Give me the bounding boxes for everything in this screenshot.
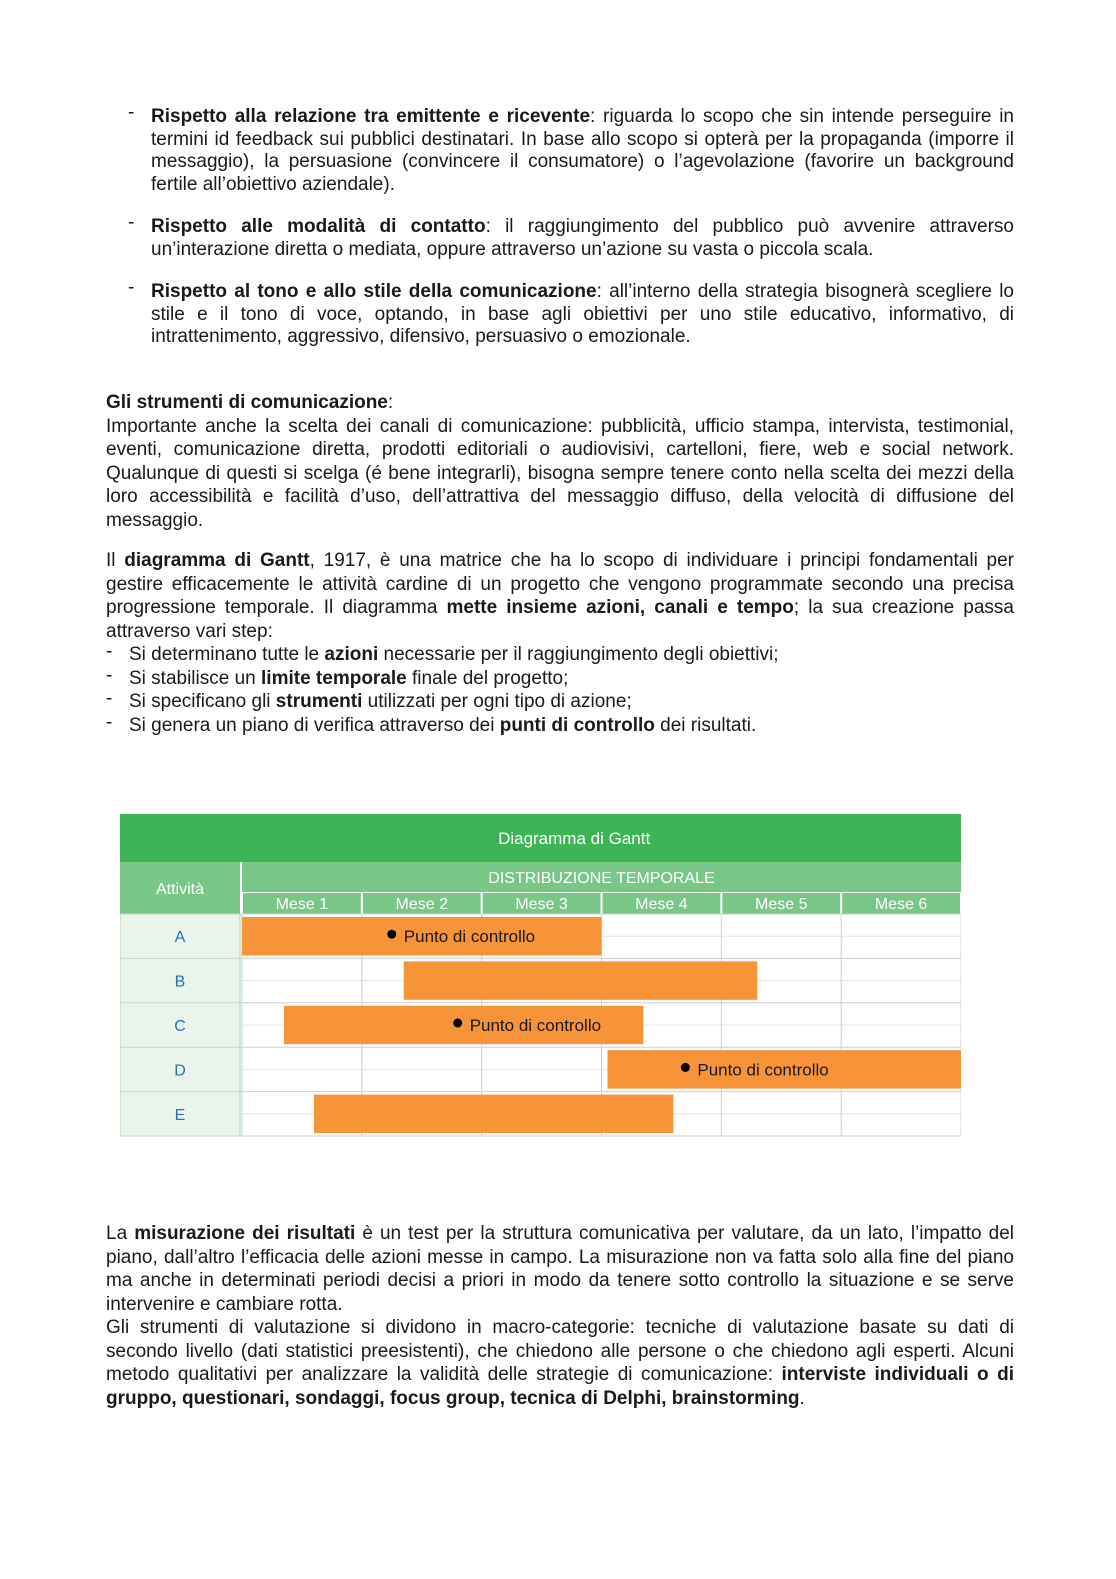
month-label: Mese 4 xyxy=(635,896,688,913)
list-item: - Si genera un piano di verifica attraverso dei punti di controllo dei risultati. xyxy=(106,711,757,736)
list-item: - Rispetto al tono e allo stile della comunicazione: all’interno della strategia bisognerà scegliere lo stile e il tono di voce, optando, in base agli obiettivi per uno stile educativo, informativo, di intrattenimento, aggressivo, difensivo, persuasivo o emozionale. xyxy=(128,277,1014,347)
item-text: : all’interno della strategia bisognerà scegliere lo stile e il tono di voce, optando, in base agli obiettivi per uno stile educativo, informativo, di intrattenimento, aggressivo, difensivo, persuasivo o emozionale. xyxy=(151,281,1014,347)
steps-list xyxy=(106,643,1014,737)
item-lead: Rispetto al tono e allo stile della comunicazione xyxy=(151,281,597,302)
row-header-label: Attività xyxy=(155,881,205,898)
list-item: - Si determinano tutte le azioni necessarie per il raggiungimento degli obiettivi; xyxy=(106,641,779,665)
month-label: Mese 6 xyxy=(874,896,928,913)
task-label: A xyxy=(174,929,186,947)
item-text: : riguarda lo scopo che sin intende perseguire in termini id feedback sui pubblici destinatari. In base allo scopo si opterà per la propaganda (imporre il messaggio), la persuasione (convincere il consumatore) o l’agevolazione (favorire un background fertile all’obiettivo aziendale). xyxy=(151,106,1014,195)
task-bar xyxy=(404,961,758,999)
section-heading: Gli strumenti di comunicazione xyxy=(106,392,388,413)
item-lead: Rispetto alla relazione tra emittente e ricevente xyxy=(151,106,591,127)
task-label: D xyxy=(174,1062,186,1080)
task-bar xyxy=(314,1095,674,1133)
item-lead: Rispetto alle modalità di contatto xyxy=(151,216,486,237)
criteria-list xyxy=(106,102,1015,369)
task-label: B xyxy=(174,973,186,991)
checkpoint-dot xyxy=(453,1019,462,1028)
month-label: Mese 3 xyxy=(515,896,568,913)
checkpoint-dot xyxy=(681,1063,690,1072)
month-label: Mese 5 xyxy=(755,896,808,913)
section-body: Importante anche la scelta dei canali di comunicazione: pubblicità, ufficio stampa, intervista, testimonial, eventi, comunicazione diretta, prodotti editoriali o audiovisivi, cartelloni, fiere, web e social network. Qualunque di questi si scelga (é bene integrarli), bisogna sempre tenere conto nella scelta dei mezzi della loro accessibilità e facilità d’uso, dell’attrattiva del messaggio diffuso, della velocità di diffusione del messaggio. xyxy=(106,415,1014,531)
month-label: Mese 1 xyxy=(275,896,329,913)
gantt-chart xyxy=(120,814,961,1140)
item-text: : il raggiungimento del pubblico può avvenire attraverso un’interazione diretta o mediata, oppure attraverso un’azione su vasta o piccola scala. xyxy=(151,216,1015,260)
misurazione-section: La misurazione dei risultati è un test per la struttura comunicativa per valutare, da un lato, l’impatto del piano, dall’altro l’efficacia delle azioni messe in campo. La misurazione non va fatta solo alla fine del piano ma anche in determinati periodi decisi a priori in modo da tenere sotto controllo la situazione e se serve intervenire e cambiare rotta. Gli strumenti di valutazione si dividono in macro-categorie: tecniche di valutazione basate su dati di secondo livello (dati statistici preesistenti), che chiedono alle persone o che chiedono agli esperti. Alcuni metodo qualitativi per analizzare la validità delle strategie di comunicazione: interviste individuali o di gruppo, questionari, sondaggi, focus group, tecnica di Delphi, brainstorming. xyxy=(106,1223,1014,1409)
list-item: - Rispetto alle modalità di contatto: il raggiungimento del pubblico può avvenire attraverso un’interazione diretta o mediata, oppure attraverso un’azione su vasta o piccola scala. xyxy=(128,212,1015,260)
gantt-intro: Il diagramma di Gantt, 1917, è una matrice che ha lo scopo di individuare i principi fondamentali per gestire efficacemente le attività cardine di un progetto che vengono programmate secondo una precisa progressione temporale. Il diagramma mette insieme azioni, canali e tempo; la sua creazione passa attraverso vari step: - Si determinano tutte le azioni necessarie per il raggiungimento degli obiettivi; - Si stabilisce un limite temporale finale del progetto; - Si specificano gli strumenti utilizzati per ogni tipo di azione; - Si genera un piano di verifica attraverso dei punti di controllo dei risultati. xyxy=(106,550,1015,736)
task-label: C xyxy=(174,1018,186,1035)
timeline-header-label: DISTRIBUZIONE TEMPORALE xyxy=(488,870,715,887)
list-item: - Si specificano gli strumenti utilizzati per ogni tipo di azione; xyxy=(106,688,632,712)
month-label: Mese 2 xyxy=(395,896,448,913)
checkpoint-label: Punto di controllo xyxy=(403,927,536,947)
task-label: E xyxy=(174,1106,186,1124)
chart-title: Diagramma di Gantt xyxy=(498,829,651,848)
checkpoint-dot xyxy=(387,930,396,939)
strumenti-section: Gli strumenti di comunicazione: Importante anche la scelta dei canali di comunicazione: pubblicità, ufficio stampa, intervista, testimonial, eventi, comunicazione diretta, prodotti editoriali o audiovisivi, cartelloni, fiere, web e social network. Qualunque di questi si scelga (é bene integrarli), bisogna sempre tenere conto nella scelta dei mezzi della loro accessibilità e facilità d’uso, dell’attrattiva del messaggio diffuso, della velocità di diffusione del messaggio. xyxy=(106,392,1014,531)
list-item: - Si stabilisce un limite temporale finale del progetto; xyxy=(106,664,569,689)
checkpoint-label: Punto di controllo xyxy=(469,1016,602,1035)
checkpoint-label: Punto di controllo xyxy=(697,1060,829,1080)
list-item: - Rispetto alla relazione tra emittente e ricevente: riguarda lo scopo che sin intende perseguire in termini id feedback sui pubblici destinatari. In base allo scopo si opterà per la propaganda (imporre il messaggio), la persuasione (convincere il consumatore) o l’agevolazione (favorire un background fertile all’obiettivo aziendale). xyxy=(128,102,1014,195)
